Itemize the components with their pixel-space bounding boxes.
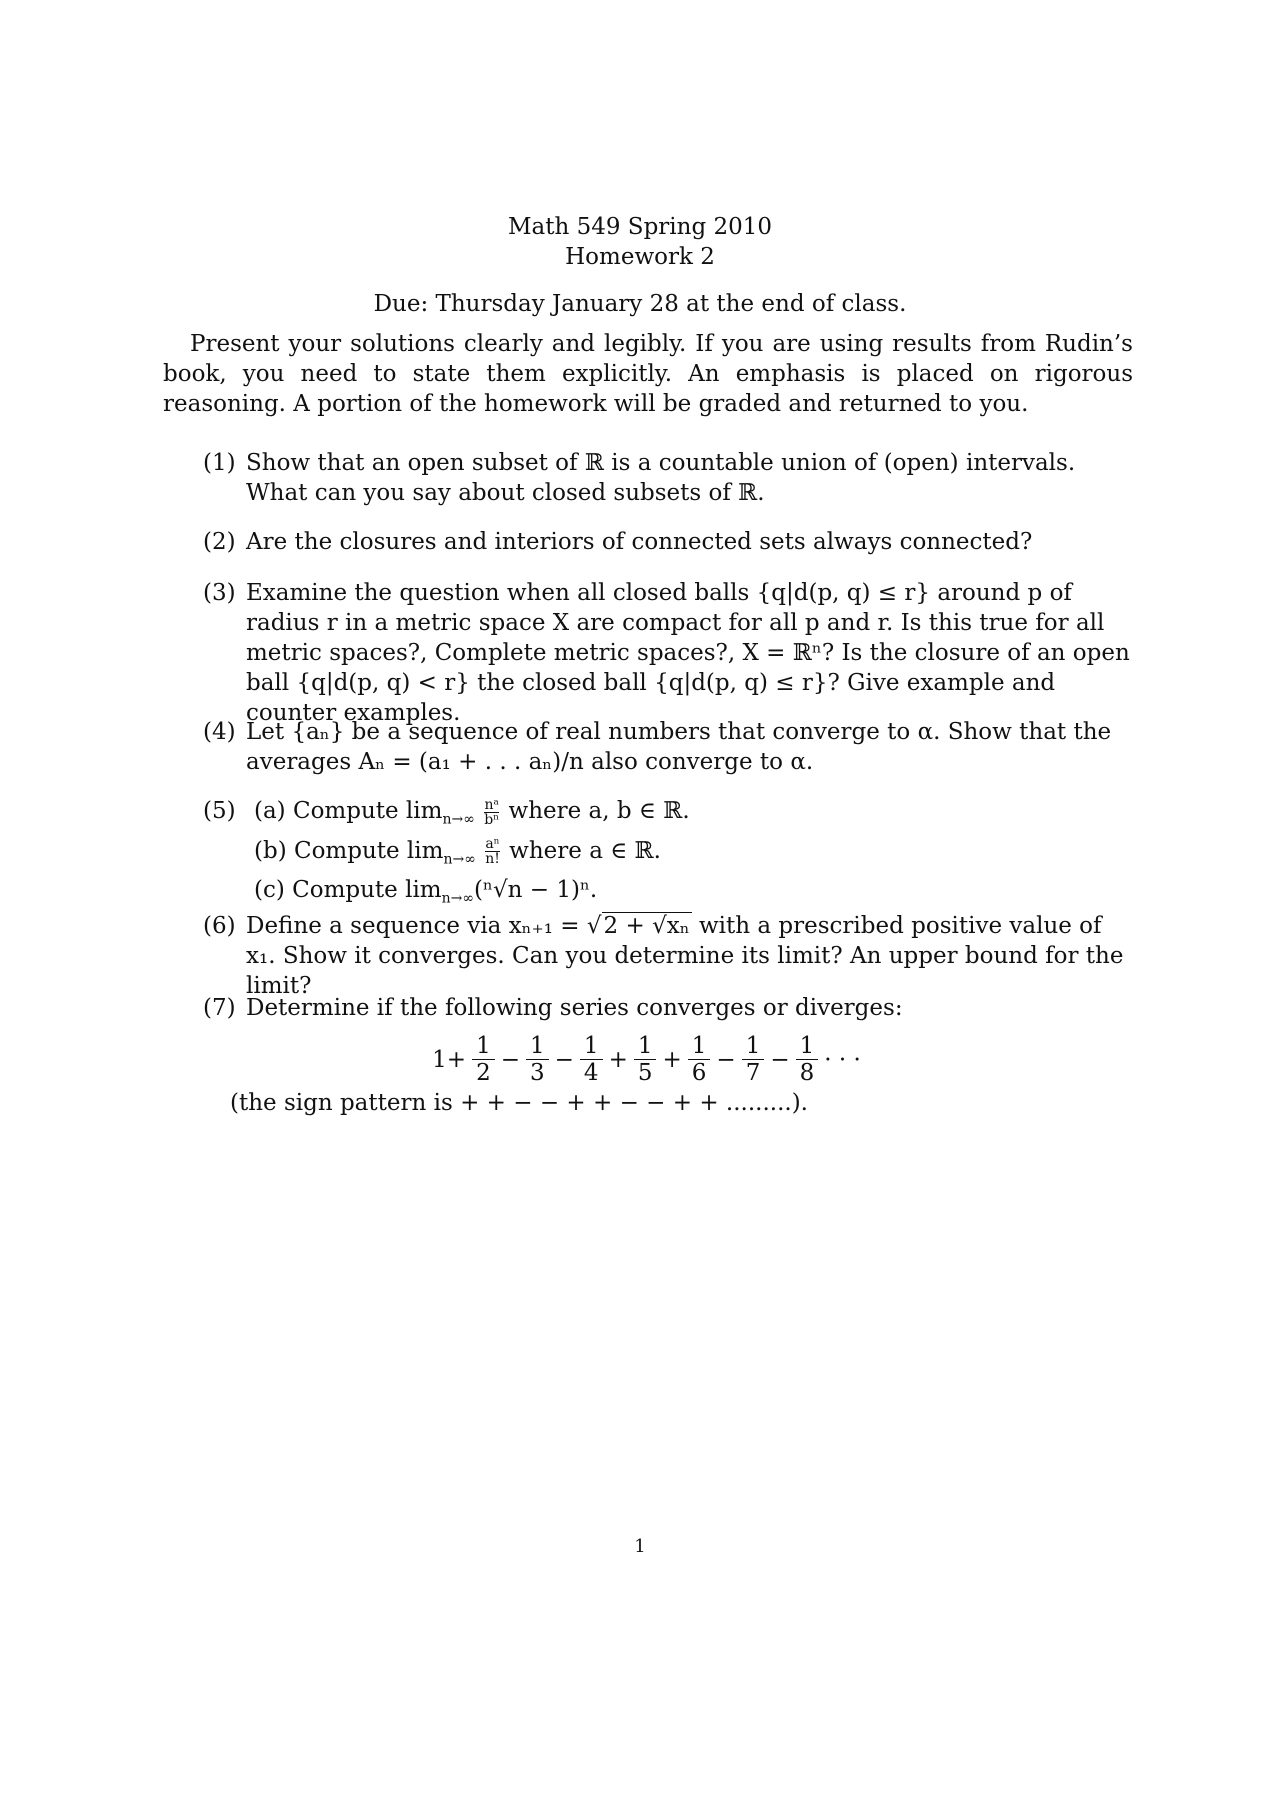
problem-2 bbox=[203, 527, 1133, 557]
problem-text: Examine the question when all closed balls {q|d(p, q) ≤ r} around p of radius r in a metric space X are compact for all p and r. Is this true for all metric spaces?, Complete metric spaces?, X = ℝⁿ? Is the closure of an open ball {q|d(p, q) < r} the closed ball {q|d(p, q) ≤ r}? Give example and counter examples. bbox=[246, 580, 1130, 726]
problem-parts bbox=[254, 796, 1133, 915]
series-term-4: $\frac{1}{5}$ bbox=[634, 1033, 657, 1086]
problem-number: (4) bbox=[203, 719, 236, 745]
problem-4 bbox=[203, 717, 1133, 777]
due-date: Due: Thursday January 28 at the end of class. bbox=[373, 291, 907, 317]
problem-7 bbox=[203, 993, 1133, 1118]
series-term-5: $\frac{1}{6}$ bbox=[688, 1033, 711, 1086]
series-term-2: $\frac{1}{3}$ bbox=[526, 1033, 549, 1086]
document-header bbox=[0, 212, 1280, 272]
problem-6 bbox=[203, 911, 1133, 1001]
series-term-1: $\frac{1}{2}$ bbox=[472, 1033, 495, 1086]
series-term-7: $\frac{1}{8}$ bbox=[796, 1033, 819, 1086]
homework-title: Homework 2 bbox=[565, 244, 715, 270]
part-b: (b) Compute $\lim_{n\to\infty}$ $\frac{\text{aⁿ}}{n!}$ where a ∈ ℝ. bbox=[254, 836, 661, 868]
fraction: $\frac{\text{aⁿ}}{n!}$ bbox=[485, 836, 500, 868]
square-root: 2 + √xₙ bbox=[603, 913, 690, 939]
problem-text: Show that an open subset of ℝ is a countable union of (open) intervals. What can you say about closed subsets of ℝ. bbox=[246, 450, 1076, 506]
problem-number: (6) bbox=[203, 913, 236, 939]
fraction: $\frac{\text{nᵃ}}{\text{bⁿ}}$ bbox=[484, 796, 500, 828]
problem-number: (2) bbox=[203, 529, 236, 555]
problem-number: (1) bbox=[203, 450, 236, 476]
series-term-3: $\frac{1}{4}$ bbox=[580, 1033, 603, 1086]
problem-number: (3) bbox=[203, 580, 236, 606]
problem-1 bbox=[203, 448, 1133, 508]
course-title: Math 549 Spring 2010 bbox=[507, 214, 773, 240]
problem-3 bbox=[203, 578, 1133, 728]
problem-text: Determine if the following series converges or diverges: bbox=[246, 995, 903, 1021]
part-c: (c) Compute $\lim_{n\to\infty}(^n√n - 1)^n$. bbox=[254, 877, 598, 907]
part-a: (a) Compute $\lim_{n\to\infty}$ $\frac{\text{nᵃ}}{\text{bⁿ}}$ where a, b ∈ ℝ. bbox=[254, 796, 690, 828]
sign-pattern-note: (the sign pattern is + + − − + + − − + + .........). bbox=[230, 1090, 808, 1116]
problem-5 bbox=[203, 796, 1133, 915]
series-lead: 1+ bbox=[432, 1046, 467, 1073]
problem-number: (5) bbox=[203, 798, 236, 824]
series-expression: 1+ $\frac{1}{2}$ − $\frac{1}{3}$ − $\frac{1}{4}$ + $\frac{1}{5}$ + $\frac{1}{6}$ − $\frac{1}{7}$ − $\frac{1}{8}$ · · · bbox=[432, 1033, 861, 1086]
series-term-6: $\frac{1}{7}$ bbox=[742, 1033, 765, 1086]
instructions-paragraph: Present your solutions clearly and legibly. If you are using results from Rudin’s book, you need to state them explicitly. An emphasis is placed on rigorous reasoning. A portion of the homework will be graded and returned to you. bbox=[163, 331, 1133, 417]
problem-number: (7) bbox=[203, 995, 236, 1021]
problem-text: Let {aₙ} be a sequence of real numbers that converge to α. Show that the averages Aₙ = (a₁ + . . . aₙ)/n also converge to α. bbox=[246, 719, 1112, 775]
problem-text: Are the closures and interiors of connected sets always connected? bbox=[246, 529, 1033, 555]
page-number: 1 bbox=[634, 1536, 646, 1557]
series-tail: · · · bbox=[824, 1046, 861, 1073]
problem-text: Define a sequence via xₙ₊₁ = √2 + √xₙ with a prescribed positive value of x₁. Show it converges. Can you determine its limit? An upper bound for the limit? bbox=[246, 913, 1124, 999]
